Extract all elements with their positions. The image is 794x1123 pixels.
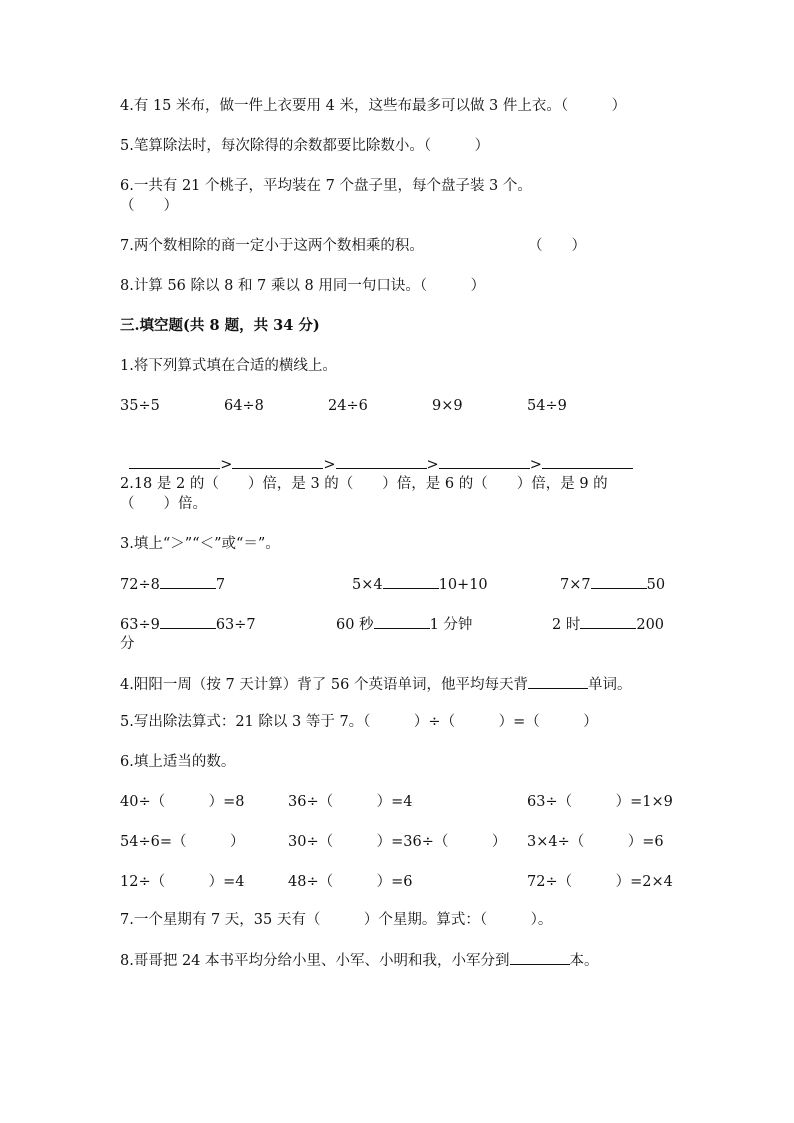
q1-sep-2: > xyxy=(323,457,336,473)
q1-expr-2: 64÷8 xyxy=(224,398,264,414)
judgement-q6-line2: （ ） xyxy=(120,198,178,214)
q1-expr-5: 54÷9 xyxy=(527,398,567,414)
q3-r1-c2: 5×4 10+10 xyxy=(352,574,488,595)
q4-blank[interactable] xyxy=(528,674,588,689)
q1-blank-4[interactable] xyxy=(439,454,530,469)
q1-sep-3: > xyxy=(426,457,439,473)
judgement-q5: 5.笔算除法时，每次除得的余数都要比除数小。（ ） xyxy=(120,138,490,154)
fill-q4: 4.阳阳一周（按 7 天计算）背了 56 个英语单词，他平均每天背 单词。 xyxy=(120,674,631,695)
q1-expr-4: 9×9 xyxy=(432,398,463,414)
q3-blank[interactable] xyxy=(383,574,439,589)
q1-sep-1: > xyxy=(220,457,233,473)
q8-blank[interactable] xyxy=(510,950,570,965)
fill-q1-stem: 1.将下列算式填在合适的横线上。 xyxy=(120,358,337,374)
judgement-q7: 7.两个数相除的商一定小于这两个数相乘的积。 xyxy=(120,238,424,254)
q6-r1-c1: 40÷（ ）=8 xyxy=(120,794,245,810)
q6-r3-c1: 12÷（ ）=4 xyxy=(120,874,245,890)
q3-blank[interactable] xyxy=(160,574,216,589)
q6-r3-c3: 72÷（ ）=2×4 xyxy=(527,874,673,890)
q3-r2-wrap: 分 xyxy=(120,636,135,652)
q6-r2-c3: 3×4÷（ ）=6 xyxy=(527,834,664,850)
q1-sep-4: > xyxy=(529,457,542,473)
q3-r2-c3: 2 时 200 xyxy=(552,614,664,635)
q3-blank[interactable] xyxy=(160,614,216,629)
fill-q2-line1: 2.18 是 2 的（ ）倍，是 3 的（ ）倍，是 6 的（ ）倍，是 9 的 xyxy=(120,476,608,492)
q3-blank[interactable] xyxy=(580,614,636,629)
q1-blank-5[interactable] xyxy=(542,454,633,469)
q3-blank[interactable] xyxy=(591,574,647,589)
q1-answer-line xyxy=(120,434,633,475)
judgement-q6-line1: 6.一共有 21 个桃子，平均装在 7 个盘子里，每个盘子装 3 个。 xyxy=(120,178,532,194)
fill-q8: 8.哥哥把 24 本书平均分给小里、小军、小明和我，小军分到 本。 xyxy=(120,950,599,971)
q6-r2-c2: 30÷（ ）=36÷（ ） xyxy=(288,834,507,850)
section-title: 三.填空题(共 8 题，共 34 分) xyxy=(120,317,320,334)
fill-q2-line2: （ ）倍。 xyxy=(120,496,207,512)
q3-r1-c1: 72÷8 7 xyxy=(120,574,225,595)
q6-r1-c3: 63÷（ ）=1×9 xyxy=(527,794,673,810)
q1-blank-3[interactable] xyxy=(336,454,427,469)
q3-r1-c3: 7×7 50 xyxy=(560,574,665,595)
fill-q3-stem: 3.填上“＞”“＜”或“＝”。 xyxy=(120,536,280,552)
judgement-q7-paren: （ ） xyxy=(528,238,586,254)
q6-r3-c2: 48÷（ ）=6 xyxy=(288,874,413,890)
q3-r2-c1: 63÷9 63÷7 xyxy=(120,614,256,635)
judgement-q8: 8.计算 56 除以 8 和 7 乘以 8 用同一句口诀。（ ） xyxy=(120,278,486,294)
q6-r2-c1: 54÷6=（ ） xyxy=(120,834,245,850)
q1-expr-3: 24÷6 xyxy=(328,398,368,414)
q3-r2-c2: 60 秒 1 分钟 xyxy=(336,614,472,635)
judgement-q4: 4.有 15 米布，做一件上衣要用 4 米，这些布最多可以做 3 件上衣。（ ） xyxy=(120,98,627,114)
fill-q7: 7.一个星期有 7 天，35 天有（ ）个星期。算式：（ ）。 xyxy=(120,912,553,928)
fill-q6-stem: 6.填上适当的数。 xyxy=(120,754,236,770)
q1-blank-2[interactable] xyxy=(232,454,323,469)
fill-q5: 5.写出除法算式：21 除以 3 等于 7。（ ）÷（ ）=（ ） xyxy=(120,714,598,730)
q6-r1-c2: 36÷（ ）=4 xyxy=(288,794,413,810)
q1-expr-1: 35÷5 xyxy=(120,398,160,414)
q3-blank[interactable] xyxy=(374,614,430,629)
q1-blank-1[interactable] xyxy=(129,454,220,469)
